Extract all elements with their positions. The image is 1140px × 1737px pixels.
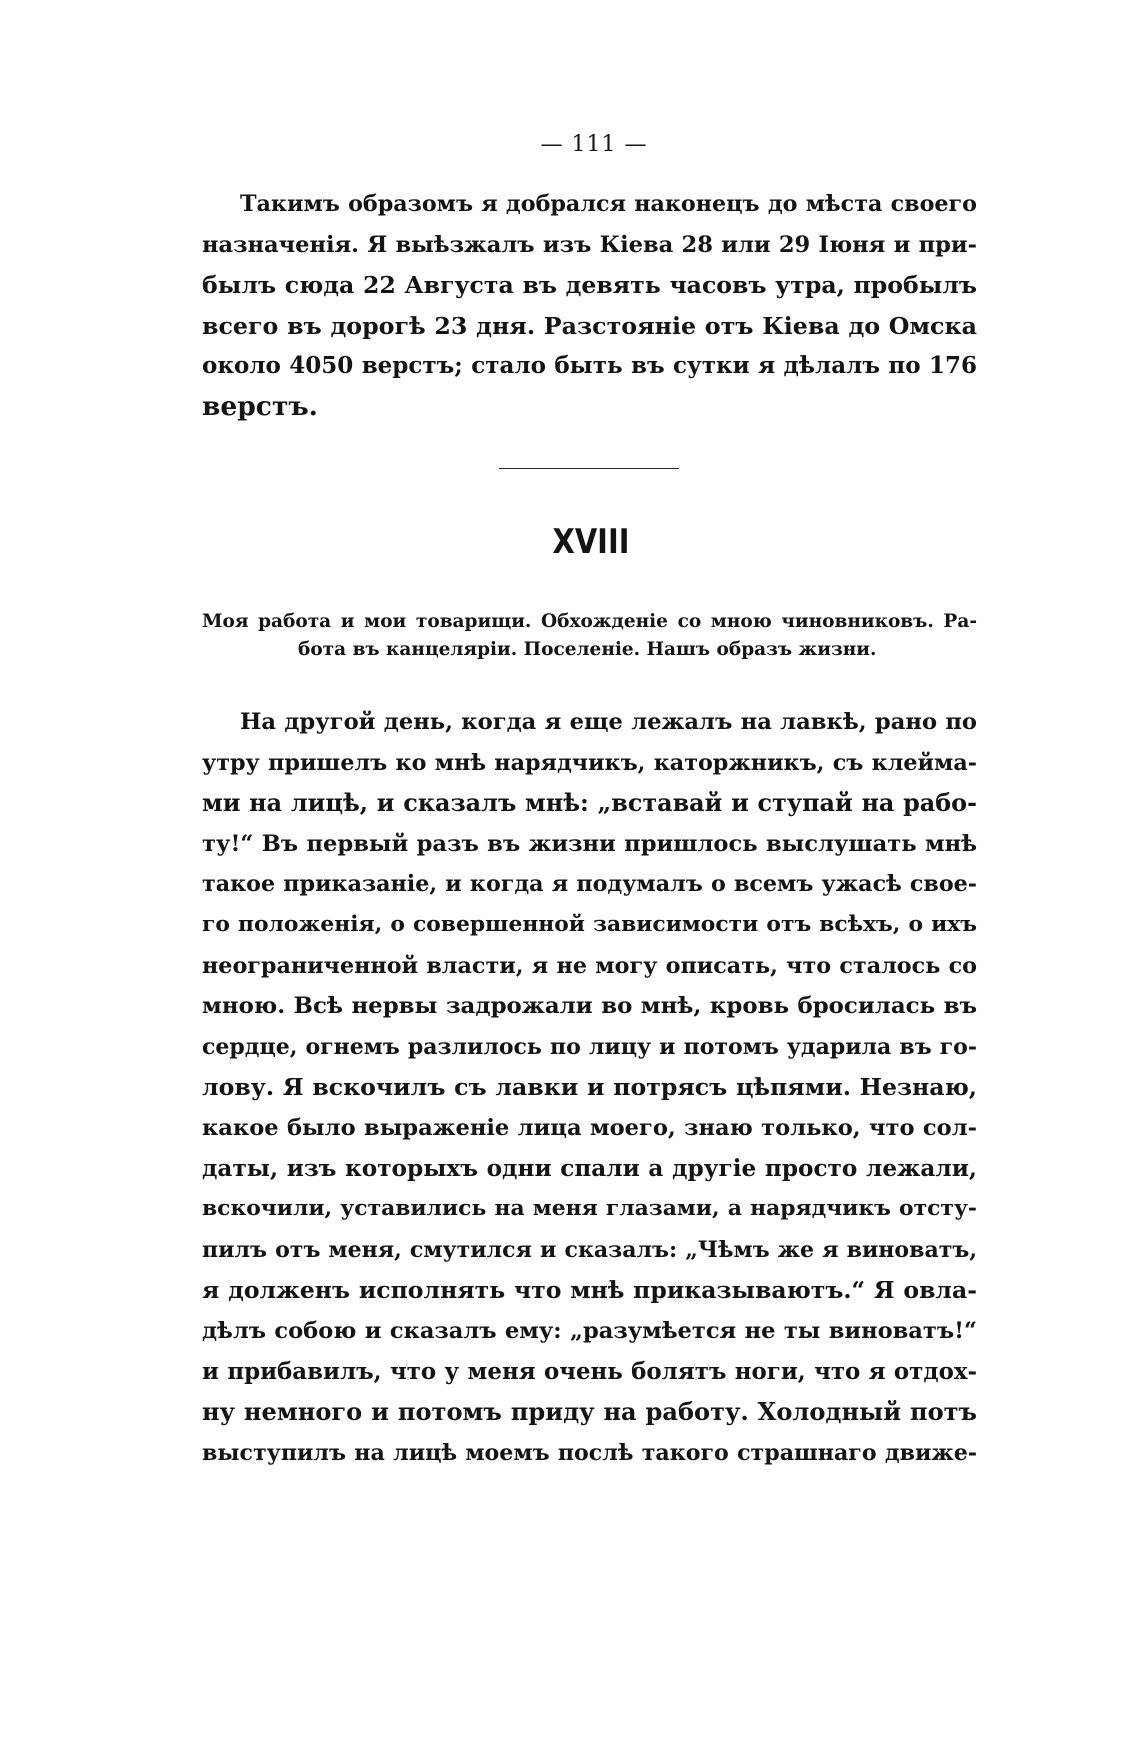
summary-line: бота въ канцеляріи. Поселеніе. Нашъ образъ жизни.: [298, 639, 877, 660]
text-line: го положенія, о совершенной зависимости отъ всѣхъ, о ихъ: [202, 911, 977, 937]
text-line: даты, изъ которыхъ одни спали а другіе просто лежали,: [202, 1154, 977, 1182]
text-line: я долженъ исполнять что мнѣ приказываютъ.“ Я овла-: [202, 1276, 977, 1305]
text-line: Такимъ образомъ я добрался наконецъ до мѣста своего: [240, 191, 977, 217]
section-divider: [499, 468, 679, 469]
text-line: пилъ отъ меня, смутился и сказалъ: „Чѣмъ же я виноватъ,: [202, 1236, 977, 1263]
text-line: какое было выраженіе лица моего, знаю только, что сол-: [202, 1114, 977, 1141]
text-line: всего въ дорогѣ 23 дня. Разстояніе отъ Кіева до Омска: [202, 311, 977, 340]
text-line: дѣлъ собою и сказалъ ему: „разумѣется не ты виноватъ!“: [202, 1317, 977, 1344]
body-paragraph: [202, 702, 977, 1473]
intro-paragraph: [202, 184, 977, 428]
page-number: — 111 —: [540, 132, 648, 157]
text-line: верстъ.: [202, 390, 318, 422]
text-line: и прибавилъ, что у меня очень болятъ ноги, что я отдох-: [202, 1358, 977, 1385]
text-line: ну немного и потомъ приду на работу. Холодный потъ: [202, 1397, 977, 1427]
text-line: мною. Всѣ нервы задрожали во мнѣ, кровь бросилась въ: [202, 993, 977, 1020]
text-line: выступилъ на лицѣ моемъ послѣ такого страшнаго движе-: [202, 1439, 977, 1466]
text-line: ми на лицѣ, и сказалъ мнѣ: „вставай и ступай на рабо-: [202, 789, 977, 818]
text-line: лову. Я вскочилъ съ лавки и потрясъ цѣпями. Незнаю,: [202, 1073, 977, 1102]
text-line: утру пришелъ ко мнѣ нарядчикъ, каторжникъ, съ клейма-: [202, 749, 977, 776]
text-line: неограниченной власти, я не могу описать, что сталось со: [202, 952, 977, 979]
text-line: былъ сюда 22 Августа въ девять часовъ утра, пробылъ: [202, 271, 977, 300]
text-line: На другой день, когда я еще лежалъ на лавкѣ, рано по: [240, 709, 977, 735]
text-line: около 4050 верстъ; стало быть въ сутки я дѣлалъ по 176: [202, 352, 977, 380]
summary-line: Моя работа и мои товарищи. Обхожденіе со мною чиновниковъ. Ра-: [202, 611, 977, 632]
text-line: назначенія. Я выѣзжалъ изъ Кіева 28 или 29 Іюня и при-: [202, 231, 977, 258]
text-line: сердце, огнемъ разлилось по лицу и потомъ ударила въ го-: [202, 1033, 977, 1060]
chapter-number: XVIII: [552, 522, 630, 562]
text-line: такое приказаніе, и когда я подумалъ о всемъ ужасѣ свое-: [202, 871, 977, 898]
text-line: ту!“ Въ первый разъ въ жизни пришлось выслушать мнѣ: [202, 830, 977, 857]
text-line: вскочили, уставились на меня глазами, а нарядчикъ отсту-: [202, 1196, 977, 1222]
chapter-summary: [202, 608, 977, 664]
